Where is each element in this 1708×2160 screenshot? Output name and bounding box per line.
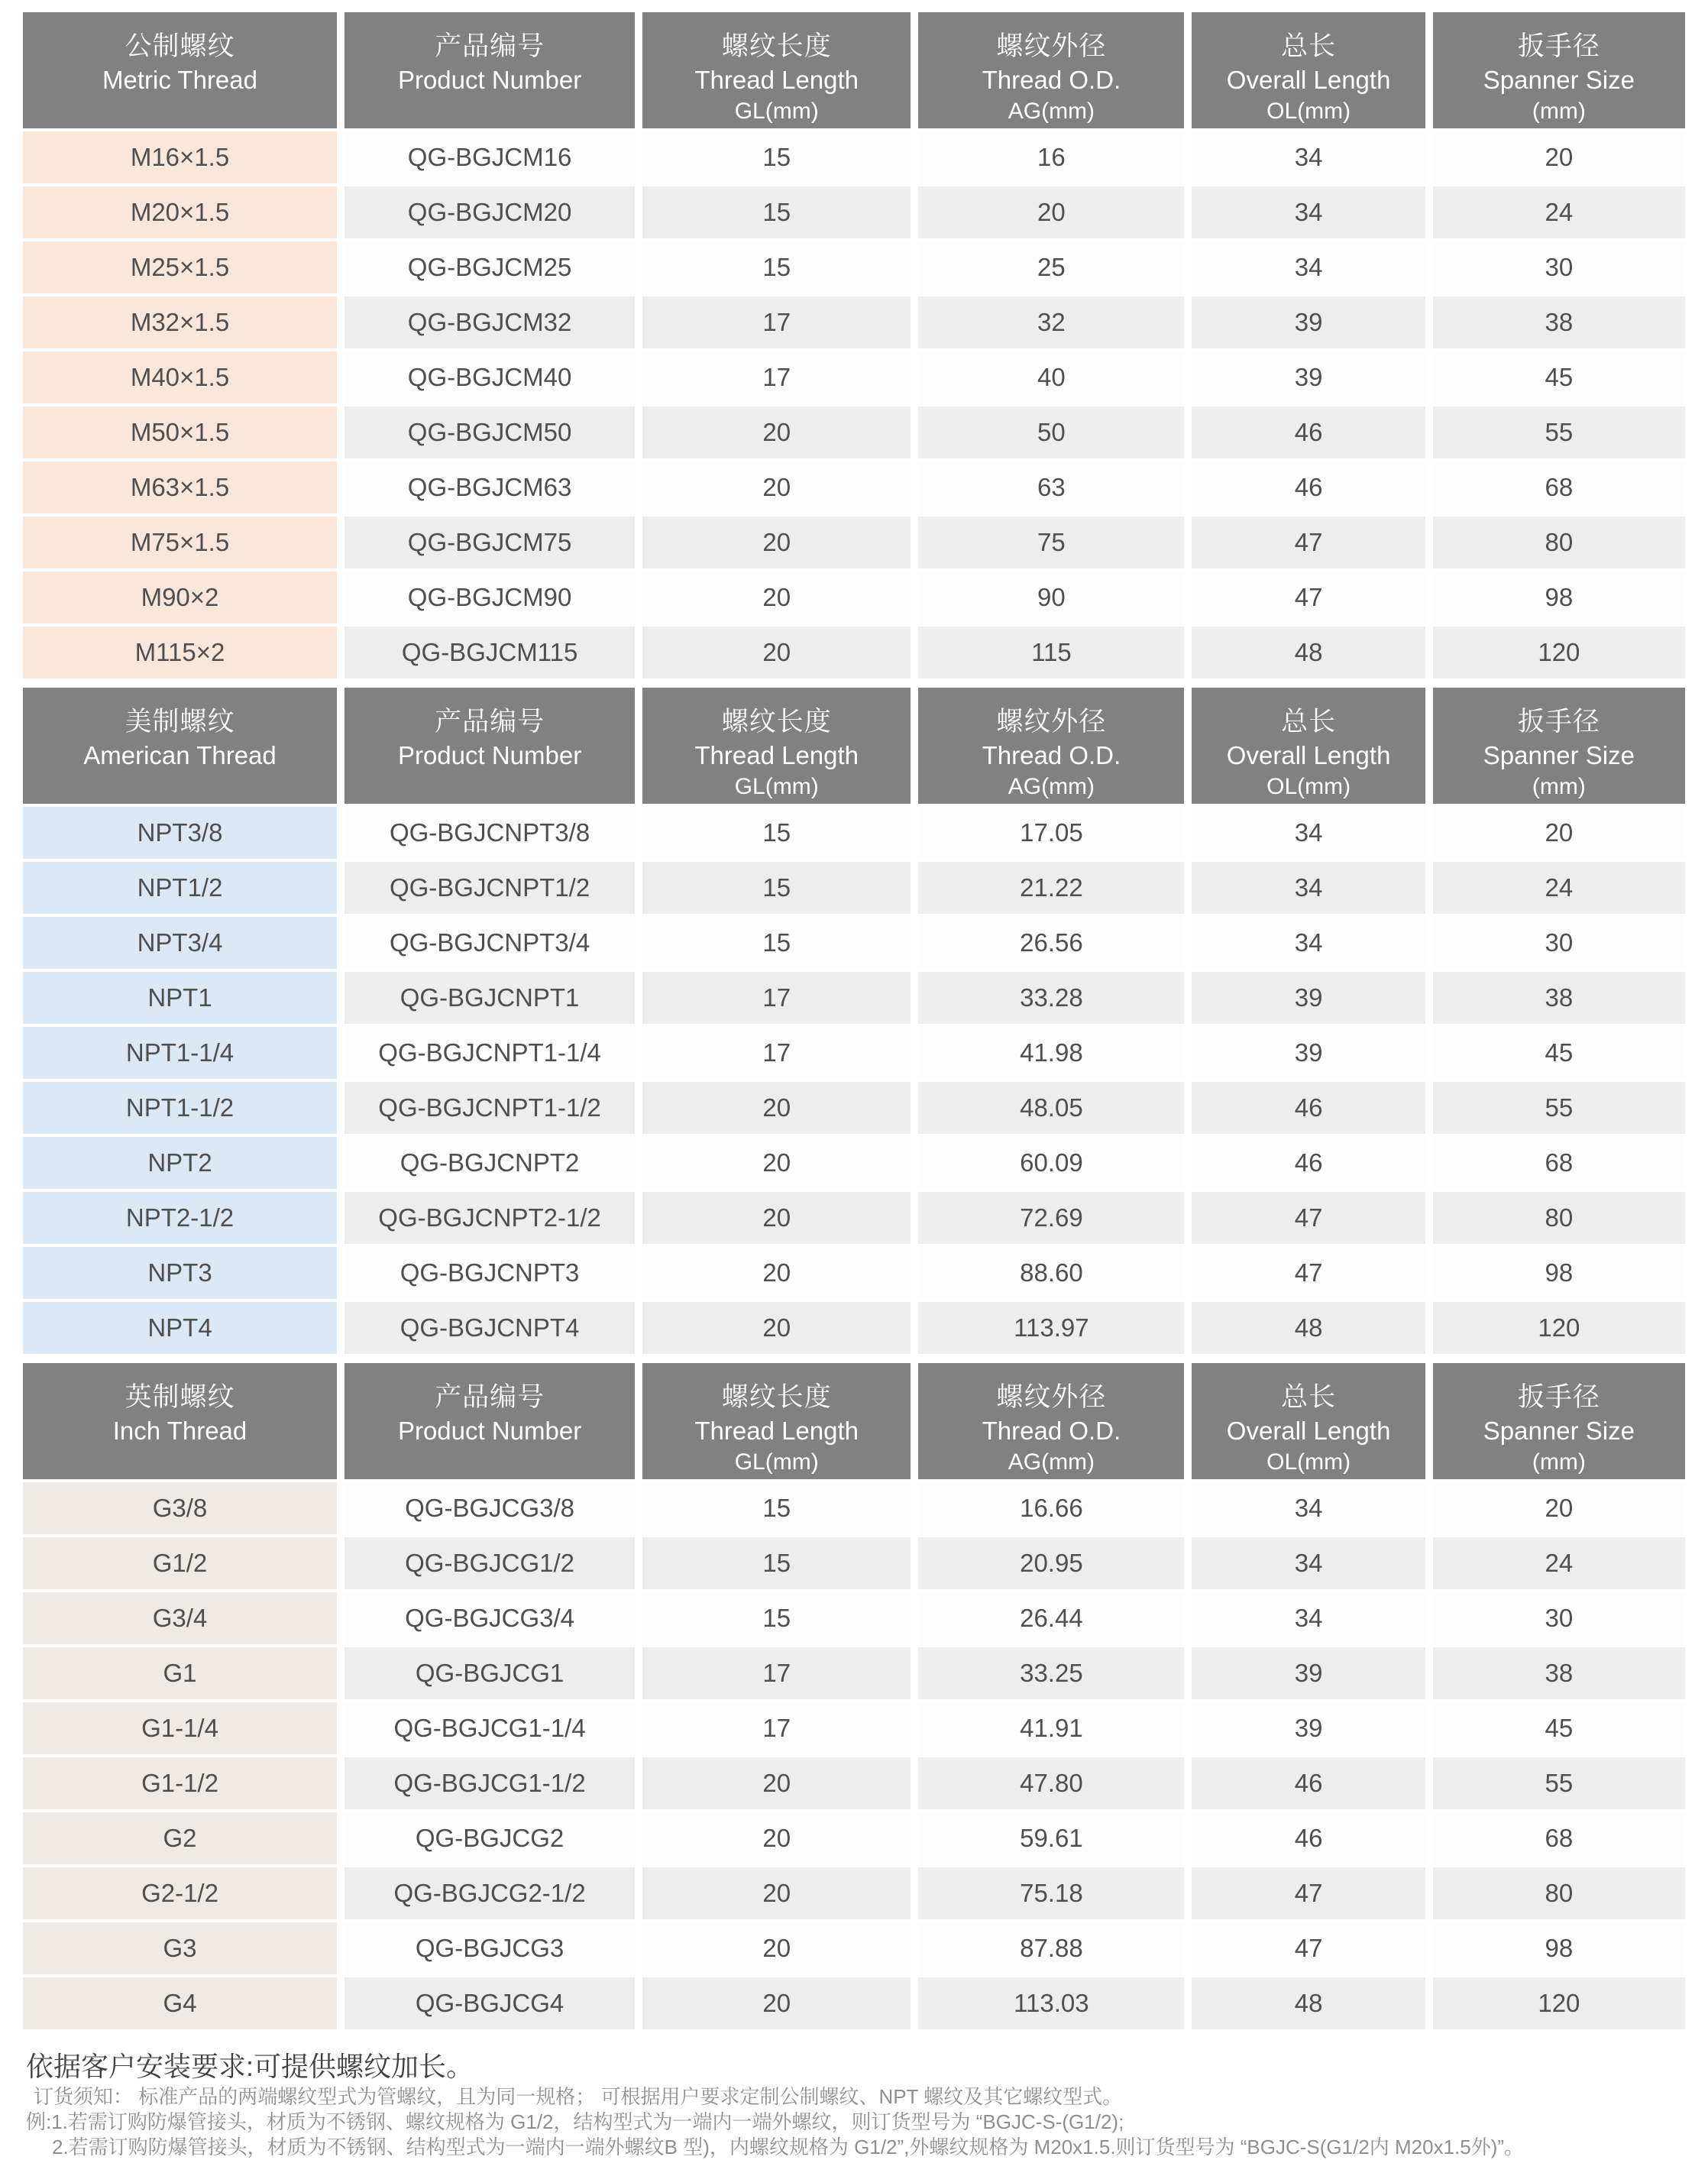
value-cell: 80: [1433, 517, 1685, 568]
value-cell: QG-BGJCM25: [345, 241, 635, 293]
value-cell: 17: [642, 296, 911, 348]
column-header-spanner-size: [1433, 12, 1685, 128]
value-cell: QG-BGJCM50: [345, 406, 635, 458]
column-label-zh: 产品编号: [435, 707, 545, 737]
table-row: [23, 1757, 1685, 1809]
column-label-sub: GL(mm): [734, 1449, 819, 1475]
value-cell: QG-BGJCG1-1/2: [345, 1757, 635, 1809]
thread-size-cell: G1-1/2: [23, 1757, 337, 1809]
table-row: [23, 807, 1685, 859]
value-cell: 34: [1192, 186, 1425, 238]
value-cell: QG-BGJCG1/2: [345, 1537, 635, 1589]
value-cell: QG-BGJCNPT1-1/2: [345, 1082, 635, 1134]
value-cell: 46: [1192, 406, 1425, 458]
column-label-sub: GL(mm): [734, 774, 819, 799]
column-header-overall-length: [1192, 12, 1425, 128]
column-label-en: Spanner Size: [1483, 741, 1635, 769]
value-cell: 26.56: [918, 917, 1184, 969]
table-row: [23, 1137, 1685, 1189]
column-label-zh: 总长: [1281, 31, 1337, 61]
value-cell: 47: [1192, 1922, 1425, 1974]
value-cell: 24: [1433, 862, 1685, 914]
category-label-zh: 公制螺纹: [125, 31, 235, 61]
thread-size-cell: G1-1/4: [23, 1702, 337, 1754]
thread-size-cell: M20×1.5: [23, 186, 337, 238]
table-row: [23, 862, 1685, 914]
category-label-en: Metric Thread: [102, 66, 257, 94]
column-label-en: Spanner Size: [1483, 1417, 1635, 1445]
table-row: [23, 1592, 1685, 1644]
column-header-overall-length: [1192, 688, 1425, 804]
thread-size-cell: M63×1.5: [23, 461, 337, 513]
value-cell: 39: [1192, 972, 1425, 1024]
value-cell: 20: [642, 1192, 911, 1244]
table-row: [23, 1082, 1685, 1134]
value-cell: 80: [1433, 1867, 1685, 1919]
column-label-sub: GL(mm): [734, 99, 819, 124]
value-cell: 20: [642, 1302, 911, 1354]
value-cell: 48: [1192, 1302, 1425, 1354]
value-cell: QG-BGJCG1: [345, 1647, 635, 1699]
value-cell: 25: [918, 241, 1184, 293]
column-label-en: Thread Length: [694, 1417, 859, 1445]
value-cell: 38: [1433, 972, 1685, 1024]
value-cell: 20: [642, 406, 911, 458]
spec-table-american: [23, 688, 1685, 1354]
value-cell: 48: [1192, 627, 1425, 678]
value-cell: 17: [642, 972, 911, 1024]
value-cell: 47: [1192, 1867, 1425, 1919]
thread-size-cell: NPT2: [23, 1137, 337, 1189]
thread-size-cell: G2-1/2: [23, 1867, 337, 1919]
value-cell: 113.03: [918, 1977, 1184, 2029]
value-cell: 39: [1192, 1702, 1425, 1754]
value-cell: 34: [1192, 917, 1425, 969]
table-body-inch: [23, 1482, 1685, 2029]
column-label-en: Thread O.D.: [982, 66, 1121, 94]
column-label-zh: 螺纹外径: [996, 31, 1107, 61]
table-row: [23, 1247, 1685, 1299]
value-cell: 45: [1433, 1027, 1685, 1079]
value-cell: 20: [642, 1922, 911, 1974]
value-cell: 20: [918, 186, 1184, 238]
value-cell: 68: [1433, 461, 1685, 513]
table-row: [23, 627, 1685, 678]
thread-size-cell: NPT4: [23, 1302, 337, 1354]
value-cell: 45: [1433, 351, 1685, 403]
value-cell: QG-BGJCG2: [345, 1812, 635, 1864]
column-header-category: [23, 1363, 337, 1479]
column-header-category: [23, 12, 337, 128]
column-label-zh: 螺纹外径: [996, 1382, 1107, 1412]
value-cell: QG-BGJCM90: [345, 572, 635, 623]
column-label-sub: AG(mm): [1008, 1449, 1095, 1475]
table-row: [23, 1922, 1685, 1974]
table-body-metric: [23, 131, 1685, 678]
value-cell: 17.05: [918, 807, 1184, 859]
value-cell: QG-BGJCG2-1/2: [345, 1867, 635, 1919]
value-cell: 20: [642, 1247, 911, 1299]
value-cell: 39: [1192, 296, 1425, 348]
table-row: [23, 1027, 1685, 1079]
value-cell: QG-BGJCG3/8: [345, 1482, 635, 1534]
value-cell: 75.18: [918, 1867, 1184, 1919]
value-cell: 68: [1433, 1812, 1685, 1864]
value-cell: 15: [642, 862, 911, 914]
value-cell: 30: [1433, 1592, 1685, 1644]
value-cell: 88.60: [918, 1247, 1184, 1299]
table-row: [23, 1867, 1685, 1919]
column-header-thread-od: [918, 688, 1184, 804]
value-cell: 20: [642, 1082, 911, 1134]
value-cell: 46: [1192, 1137, 1425, 1189]
value-cell: 98: [1433, 1922, 1685, 1974]
column-label-en: Overall Length: [1226, 66, 1391, 94]
value-cell: 120: [1433, 1302, 1685, 1354]
value-cell: QG-BGJCG1-1/4: [345, 1702, 635, 1754]
table-row: [23, 1812, 1685, 1864]
value-cell: QG-BGJCNPT3/8: [345, 807, 635, 859]
value-cell: 30: [1433, 917, 1685, 969]
value-cell: 20: [642, 1977, 911, 2029]
value-cell: QG-BGJCNPT2: [345, 1137, 635, 1189]
table-row: [23, 131, 1685, 183]
table-header-inch: [23, 1363, 1685, 1479]
value-cell: 46: [1192, 1812, 1425, 1864]
value-cell: 15: [642, 1482, 911, 1534]
thread-size-cell: M16×1.5: [23, 131, 337, 183]
spec-table-metric: [23, 12, 1685, 678]
thread-size-cell: M90×2: [23, 572, 337, 623]
value-cell: 15: [642, 131, 911, 183]
thread-size-cell: NPT1/2: [23, 862, 337, 914]
value-cell: 15: [642, 186, 911, 238]
value-cell: 20: [1433, 807, 1685, 859]
table-row: [23, 517, 1685, 568]
value-cell: 20: [642, 572, 911, 623]
value-cell: 15: [642, 807, 911, 859]
thread-size-cell: NPT2-1/2: [23, 1192, 337, 1244]
value-cell: 34: [1192, 862, 1425, 914]
value-cell: 39: [1192, 1647, 1425, 1699]
note-ordering-info: 订货须知： 标准产品的两端螺纹型式为管螺纹，且为同一规格； 可根据用户要求定制公制螺纹、NPT 螺纹及其它螺纹型式。: [34, 2085, 1123, 2108]
value-cell: 26.44: [918, 1592, 1184, 1644]
value-cell: 20: [1433, 1482, 1685, 1534]
table-row: [23, 241, 1685, 293]
table-row: [23, 406, 1685, 458]
column-label-sub: OL(mm): [1266, 99, 1351, 124]
thread-size-cell: G4: [23, 1977, 337, 2029]
value-cell: QG-BGJCNPT3: [345, 1247, 635, 1299]
table-header-metric: [23, 12, 1685, 128]
thread-size-cell: M75×1.5: [23, 517, 337, 568]
value-cell: 47: [1192, 572, 1425, 623]
table-row: [23, 186, 1685, 238]
thread-size-cell: NPT1: [23, 972, 337, 1024]
spec-table-inch: [23, 1363, 1685, 2029]
value-cell: 20: [642, 461, 911, 513]
value-cell: QG-BGJCNPT3/4: [345, 917, 635, 969]
value-cell: 90: [918, 572, 1184, 623]
column-label-zh: 扳手径: [1517, 707, 1600, 737]
value-cell: 47: [1192, 1247, 1425, 1299]
value-cell: 46: [1192, 1082, 1425, 1134]
column-label-zh: 螺纹长度: [721, 1382, 832, 1412]
category-label-zh: 英制螺纹: [125, 1382, 235, 1412]
value-cell: 21.22: [918, 862, 1184, 914]
column-label-en: Thread Length: [694, 741, 859, 769]
column-label-sub: OL(mm): [1266, 1449, 1351, 1475]
column-label-en: Product Number: [397, 66, 582, 94]
thread-size-cell: NPT3/4: [23, 917, 337, 969]
table-row: [23, 461, 1685, 513]
value-cell: QG-BGJCM115: [345, 627, 635, 678]
thread-size-cell: G2: [23, 1812, 337, 1864]
thread-size-cell: M50×1.5: [23, 406, 337, 458]
value-cell: 59.61: [918, 1812, 1184, 1864]
value-cell: QG-BGJCM20: [345, 186, 635, 238]
value-cell: 15: [642, 917, 911, 969]
thread-size-cell: NPT3/8: [23, 807, 337, 859]
thread-size-cell: G3/8: [23, 1482, 337, 1534]
value-cell: 48: [1192, 1977, 1425, 2029]
thread-size-cell: G3/4: [23, 1592, 337, 1644]
value-cell: 120: [1433, 1977, 1685, 2029]
value-cell: 24: [1433, 1537, 1685, 1589]
value-cell: 75: [918, 517, 1184, 568]
value-cell: 16.66: [918, 1482, 1184, 1534]
value-cell: 115: [918, 627, 1184, 678]
column-label-sub: (mm): [1532, 99, 1586, 124]
column-label-sub: OL(mm): [1266, 774, 1351, 799]
column-label-zh: 产品编号: [435, 1382, 545, 1412]
value-cell: 32: [918, 296, 1184, 348]
column-header-spanner-size: [1433, 1363, 1685, 1479]
value-cell: 47.80: [918, 1757, 1184, 1809]
value-cell: 20: [642, 1757, 911, 1809]
value-cell: 38: [1433, 296, 1685, 348]
value-cell: 33.28: [918, 972, 1184, 1024]
column-label-sub: (mm): [1532, 774, 1586, 799]
value-cell: 55: [1433, 406, 1685, 458]
column-header-thread-length: [642, 12, 911, 128]
column-label-en: Overall Length: [1226, 741, 1391, 769]
column-label-zh: 总长: [1281, 707, 1337, 737]
value-cell: QG-BGJCG3: [345, 1922, 635, 1974]
value-cell: 120: [1433, 627, 1685, 678]
note-example-1: 例:1.若需订购防爆管接头，材质为不锈钢、螺纹规格为 G1/2，结构型式为一端内一端外螺纹，则订货型号为 “BGJC-S-(G1/2);: [26, 2110, 1124, 2133]
column-header-thread-od: [918, 12, 1184, 128]
value-cell: 47: [1192, 517, 1425, 568]
value-cell: 20: [642, 517, 911, 568]
value-cell: 38: [1433, 1647, 1685, 1699]
value-cell: QG-BGJCNPT1: [345, 972, 635, 1024]
value-cell: QG-BGJCNPT1/2: [345, 862, 635, 914]
value-cell: QG-BGJCNPT4: [345, 1302, 635, 1354]
table-row: [23, 1977, 1685, 2029]
column-label-zh: 总长: [1281, 1382, 1337, 1412]
value-cell: 20: [1433, 131, 1685, 183]
column-label-sub: AG(mm): [1008, 99, 1095, 124]
value-cell: 45: [1433, 1702, 1685, 1754]
value-cell: 17: [642, 351, 911, 403]
thread-size-cell: G1: [23, 1647, 337, 1699]
value-cell: QG-BGJCM75: [345, 517, 635, 568]
table-row: [23, 572, 1685, 623]
column-label-en: Thread Length: [694, 66, 859, 94]
column-label-en: Thread O.D.: [982, 741, 1121, 769]
value-cell: 47: [1192, 1192, 1425, 1244]
table-row: [23, 917, 1685, 969]
value-cell: 34: [1192, 1482, 1425, 1534]
value-cell: 39: [1192, 351, 1425, 403]
value-cell: 16: [918, 131, 1184, 183]
value-cell: 39: [1192, 1027, 1425, 1079]
thread-size-cell: M25×1.5: [23, 241, 337, 293]
thread-size-cell: NPT1-1/4: [23, 1027, 337, 1079]
value-cell: QG-BGJCM32: [345, 296, 635, 348]
value-cell: QG-BGJCM40: [345, 351, 635, 403]
value-cell: 15: [642, 1592, 911, 1644]
value-cell: 72.69: [918, 1192, 1184, 1244]
value-cell: 34: [1192, 131, 1425, 183]
table-row: [23, 972, 1685, 1024]
table-row: [23, 351, 1685, 403]
value-cell: 80: [1433, 1192, 1685, 1244]
column-header-category: [23, 688, 337, 804]
value-cell: 60.09: [918, 1137, 1184, 1189]
value-cell: 40: [918, 351, 1184, 403]
column-header-overall-length: [1192, 1363, 1425, 1479]
thread-size-cell: G1/2: [23, 1537, 337, 1589]
table-header-american: [23, 688, 1685, 804]
value-cell: 34: [1192, 807, 1425, 859]
category-label-en: Inch Thread: [112, 1417, 247, 1445]
value-cell: QG-BGJCM16: [345, 131, 635, 183]
value-cell: 15: [642, 241, 911, 293]
column-label-en: Thread O.D.: [982, 1417, 1121, 1445]
value-cell: 55: [1433, 1082, 1685, 1134]
value-cell: 20: [642, 1812, 911, 1864]
column-header-spanner-size: [1433, 688, 1685, 804]
column-label-sub: AG(mm): [1008, 774, 1095, 799]
value-cell: 17: [642, 1647, 911, 1699]
value-cell: 33.25: [918, 1647, 1184, 1699]
footer-notes: [23, 2039, 1685, 2160]
column-header-product-number: [345, 688, 635, 804]
value-cell: 41.91: [918, 1702, 1184, 1754]
thread-size-cell: M40×1.5: [23, 351, 337, 403]
category-label-en: American Thread: [83, 741, 277, 769]
column-label-zh: 扳手径: [1517, 31, 1600, 61]
value-cell: QG-BGJCG3/4: [345, 1592, 635, 1644]
value-cell: 48.05: [918, 1082, 1184, 1134]
table-row: [23, 296, 1685, 348]
value-cell: 98: [1433, 572, 1685, 623]
column-label-zh: 螺纹外径: [996, 707, 1107, 737]
category-label-zh: 美制螺纹: [125, 707, 235, 737]
value-cell: 87.88: [918, 1922, 1184, 1974]
table-row: [23, 1482, 1685, 1534]
value-cell: 20: [642, 1867, 911, 1919]
value-cell: 46: [1192, 1757, 1425, 1809]
value-cell: 17: [642, 1702, 911, 1754]
table-row: [23, 1302, 1685, 1354]
table-body-american: [23, 807, 1685, 1354]
column-label-en: Product Number: [397, 741, 582, 769]
column-label-zh: 扳手径: [1517, 1382, 1600, 1412]
note-example-2: 2.若需订购防爆管接头，材质为不锈钢、结构型式为一端内一端外螺纹B 型)，内螺纹规格为 G1/2”,外螺纹规格为 M20x1.5.则订货型号为 “BGJC-S(G1/2内 M20x1.5外)”。: [52, 2136, 1525, 2158]
column-header-thread-length: [642, 1363, 911, 1479]
value-cell: 30: [1433, 241, 1685, 293]
value-cell: 20: [642, 627, 911, 678]
value-cell: 46: [1192, 461, 1425, 513]
column-label-zh: 螺纹长度: [721, 707, 832, 737]
table-row: [23, 1192, 1685, 1244]
column-label-en: Overall Length: [1226, 1417, 1391, 1445]
thread-size-cell: M115×2: [23, 627, 337, 678]
thread-size-cell: G3: [23, 1922, 337, 1974]
table-row: [23, 1702, 1685, 1754]
value-cell: 98: [1433, 1247, 1685, 1299]
value-cell: 113.97: [918, 1302, 1184, 1354]
value-cell: 41.98: [918, 1027, 1184, 1079]
value-cell: 17: [642, 1027, 911, 1079]
column-header-product-number: [345, 12, 635, 128]
column-header-product-number: [345, 1363, 635, 1479]
value-cell: QG-BGJCNPT1-1/4: [345, 1027, 635, 1079]
value-cell: 34: [1192, 241, 1425, 293]
column-header-thread-od: [918, 1363, 1184, 1479]
column-label-sub: (mm): [1532, 1449, 1586, 1475]
thread-size-cell: NPT3: [23, 1247, 337, 1299]
column-label-zh: 产品编号: [435, 31, 545, 61]
value-cell: QG-BGJCG4: [345, 1977, 635, 2029]
value-cell: 34: [1192, 1592, 1425, 1644]
value-cell: 15: [642, 1537, 911, 1589]
value-cell: 20.95: [918, 1537, 1184, 1589]
value-cell: 55: [1433, 1757, 1685, 1809]
value-cell: 68: [1433, 1137, 1685, 1189]
note-thread-extension: 依据客户安装要求:可提供螺纹加长。: [26, 2051, 474, 2082]
thread-size-cell: NPT1-1/2: [23, 1082, 337, 1134]
value-cell: 20: [642, 1137, 911, 1189]
column-label-en: Product Number: [397, 1417, 582, 1445]
value-cell: QG-BGJCM63: [345, 461, 635, 513]
column-header-thread-length: [642, 688, 911, 804]
value-cell: 34: [1192, 1537, 1425, 1589]
column-label-en: Spanner Size: [1483, 66, 1635, 94]
value-cell: 50: [918, 406, 1184, 458]
value-cell: 24: [1433, 186, 1685, 238]
value-cell: 63: [918, 461, 1184, 513]
value-cell: QG-BGJCNPT2-1/2: [345, 1192, 635, 1244]
table-row: [23, 1537, 1685, 1589]
column-label-zh: 螺纹长度: [721, 31, 832, 61]
table-row: [23, 1647, 1685, 1699]
thread-size-cell: M32×1.5: [23, 296, 337, 348]
